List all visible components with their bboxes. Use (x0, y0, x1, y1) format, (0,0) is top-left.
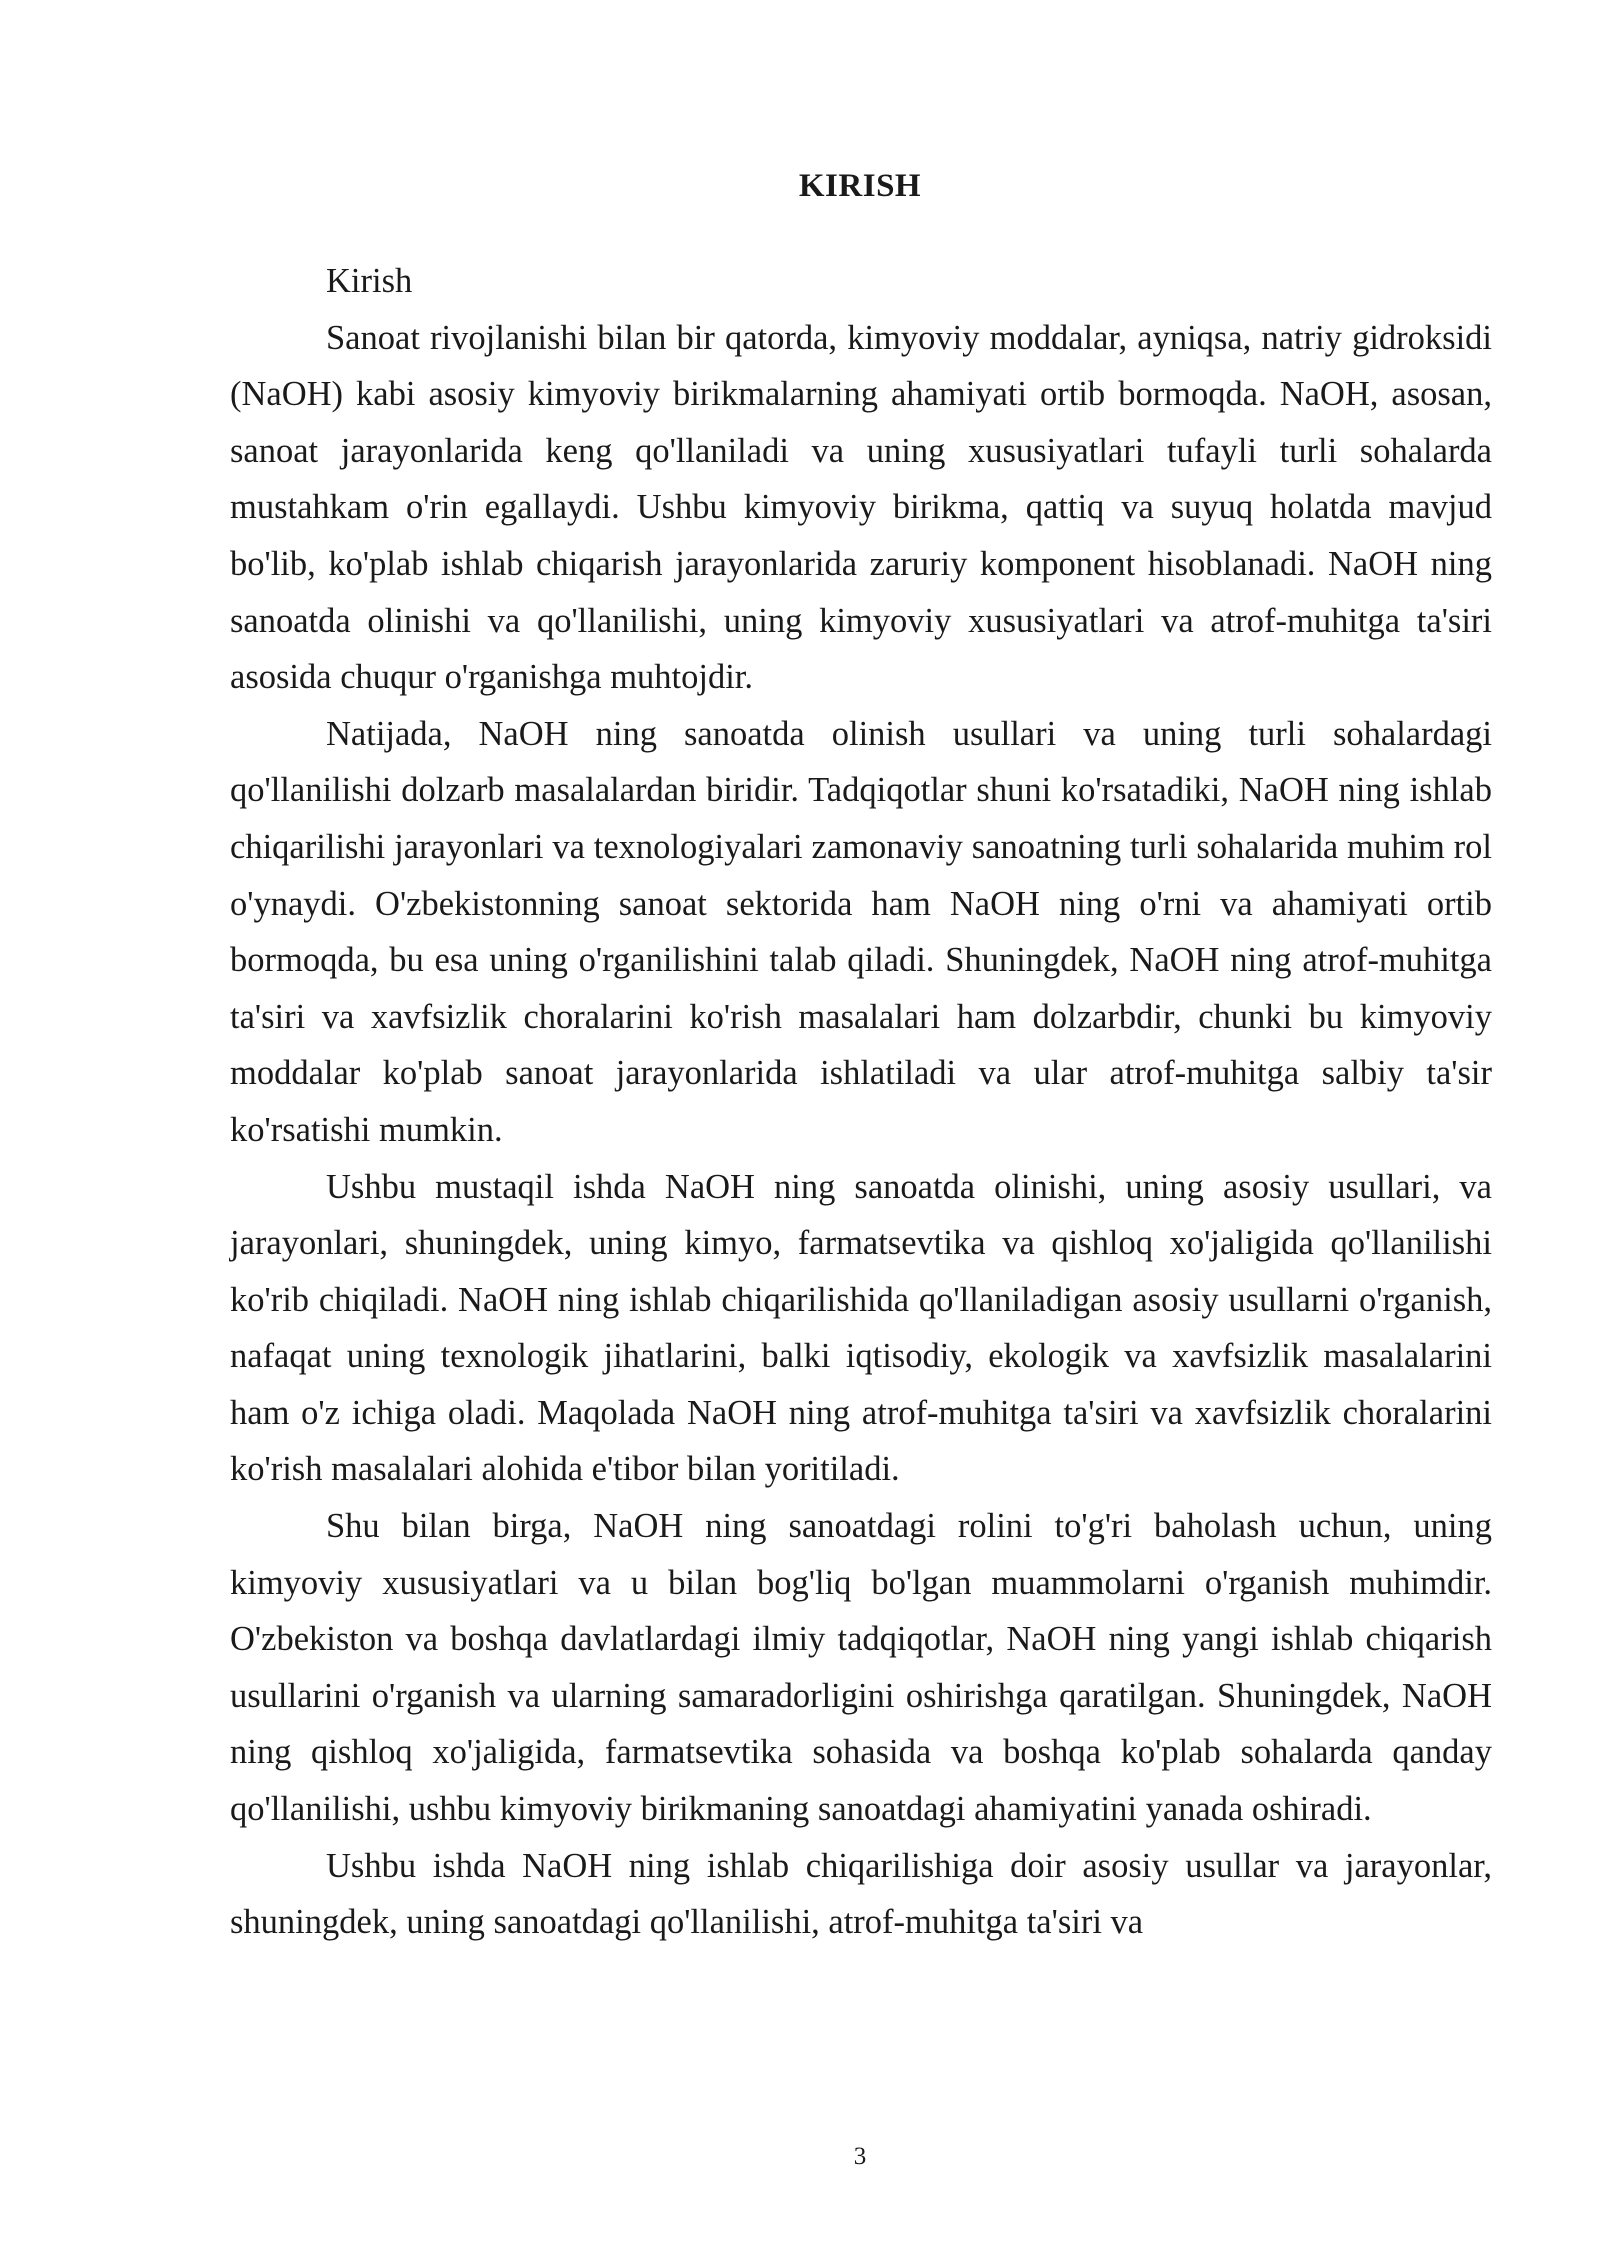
paragraph-2: Natijada, NaOH ning sanoatda olinish usullari va uning turli sohalardagi qo'llanilishi dolzarb masalalardan biridir. Tadqiqotlar shuni ko'rsatadiki, NaOH ning ishlab chiqarilishi jarayonlari va texnologiyalari zamonaviy sanoatning turli sohalarida muhim rol o'ynaydi. O'zbekistonning sanoat sektorida ham NaOH ning o'rni va ahamiyati ortib bormoqda, bu esa uning o'rganilishini talab qiladi. Shuningdek, NaOH ning atrof-muhitga ta'siri va xavfsizlik choralarini ko'rish masalalari ham dolzarbdir, chunki bu kimyoviy moddalar ko'plab sanoat jarayonlarida ishlatiladi va ular atrof-muhitga salbiy ta'sir ko'rsatishi mumkin. (230, 714, 1492, 1149)
paragraph-1: Sanoat rivojlanishi bilan bir qatorda, kimyoviy moddalar, ayniqsa, natriy gidroksidi (NaOH) kabi asosiy kimyoviy birikmalarning ahamiyati ortib bormoqda. NaOH, asosan, sanoat jarayonlarida keng qo'llaniladi va uning xususiyatlari tufayli turli sohalarda mustahkam o'rin egallaydi. Ushbu kimyoviy birikma, qattiq va suyuq holatda mavjud bo'lib, ko'plab ishlab chiqarish jarayonlarida zaruriy komponent hisoblanadi. NaOH ning sanoatda olinishi va qo'llanilishi, uning kimyoviy xususiyatlari va atrof-muhitga ta'siri asosida chuqur o'rganishga muhtojdir. (230, 318, 1492, 697)
section-subheading: Kirish (326, 262, 413, 300)
paragraph-3: Ushbu mustaqil ishda NaOH ning sanoatda olinishi, uning asosiy usullari, va jarayonlari, shuningdek, uning kimyo, farmatsevtika va qishloq xo'jaligida qo'llanilishi ko'rib chiqiladi. NaOH ning ishlab chiqarilishida qo'llaniladigan asosiy usullarni o'rganish, nafaqat uning texnologik jihatlarini, balki iqtisodiy, ekologik va xavfsizlik masalalarini ham o'z ichiga oladi. Maqolada NaOH ning atrof-muhitga ta'siri va xavfsizlik choralarini ko'rish masalalari alohida e'tibor bilan yoritiladi. (230, 1167, 1492, 1489)
page-heading: KIRISH (798, 168, 922, 204)
page-number: 3 (853, 2143, 867, 2170)
document-body (230, 253, 1492, 1951)
paragraph-4: Shu bilan birga, NaOH ning sanoatdagi rolini to'g'ri baholash uchun, uning kimyoviy xususiyatlari va u bilan bog'liq bo'lgan muammolarni o'rganish muhimdir. O'zbekiston va boshqa davlatlardagi ilmiy tadqiqotlar, NaOH ning yangi ishlab chiqarish usullarini o'rganish va ularning samaradorligini oshirishga qaratilgan. Shuningdek, NaOH ning qishloq xo'jaligida, farmatsevtika sohasida va boshqa ko'plab sohalarda qanday qo'llanilishi, ushbu kimyoviy birikmaning sanoatdagi ahamiyatini yanada oshiradi. (230, 1507, 1492, 1829)
paragraph-5: Ushbu ishda NaOH ning ishlab chiqarilishiga doir asosiy usullar va jarayonlar, shuningdek, uning sanoatdagi qo'llanilishi, atrof-muhitga ta'siri va (230, 1846, 1492, 1942)
